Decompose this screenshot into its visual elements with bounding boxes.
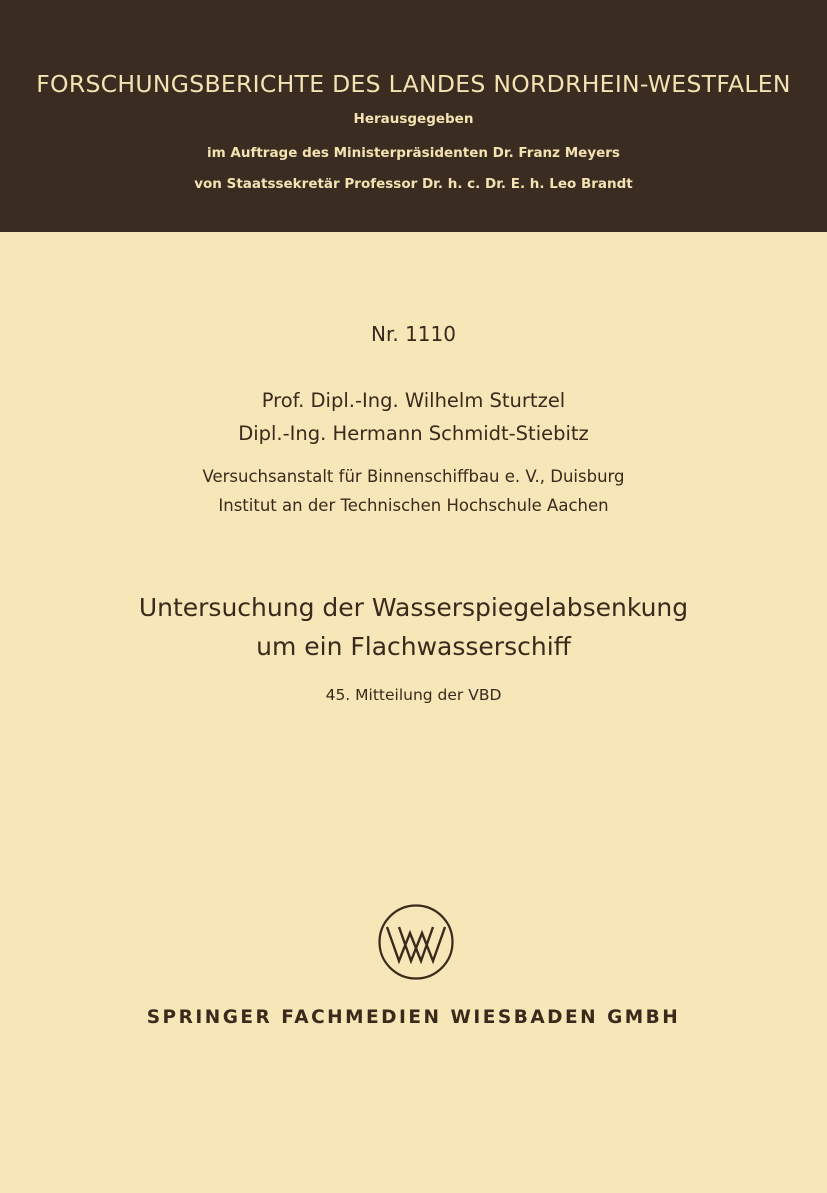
header-band [0,0,827,232]
book-title-line-2: um ein Flachwasserschiff [256,632,571,661]
editor-line-published: Herausgegeben [353,111,474,127]
book-title-line-1: Untersuchung der Wasserspiegelabsenkung [138,593,689,622]
book-subtitle: 45. Mitteilung der VBD [325,686,502,704]
author-1: Prof. Dipl.-Ing. Wilhelm Sturtzel [261,389,566,412]
editor-line-commission: im Auftrage des Ministerpräsidenten Dr. Franz Meyers [207,145,620,161]
institution-line-2: Institut an der Technischen Hochschule Aachen [218,496,609,515]
author-2: Dipl.-Ing. Hermann Schmidt-Stiebitz [238,422,589,445]
editor-line-editor: von Staatssekretär Professor Dr. h. c. Dr. E. h. Leo Brandt [194,176,633,192]
publisher-name: SPRINGER FACHMEDIEN WIESBADEN GMBH [146,1007,681,1028]
volume-number: Nr. 1110 [371,322,456,346]
institution-line-1: Versuchsanstalt für Binnenschiffbau e. V., Duisburg [202,467,625,486]
series-title: FORSCHUNGSBERICHTE DES LANDES NORDRHEIN-WESTFALEN [36,70,791,98]
publisher-vw-logo-icon [377,903,455,981]
